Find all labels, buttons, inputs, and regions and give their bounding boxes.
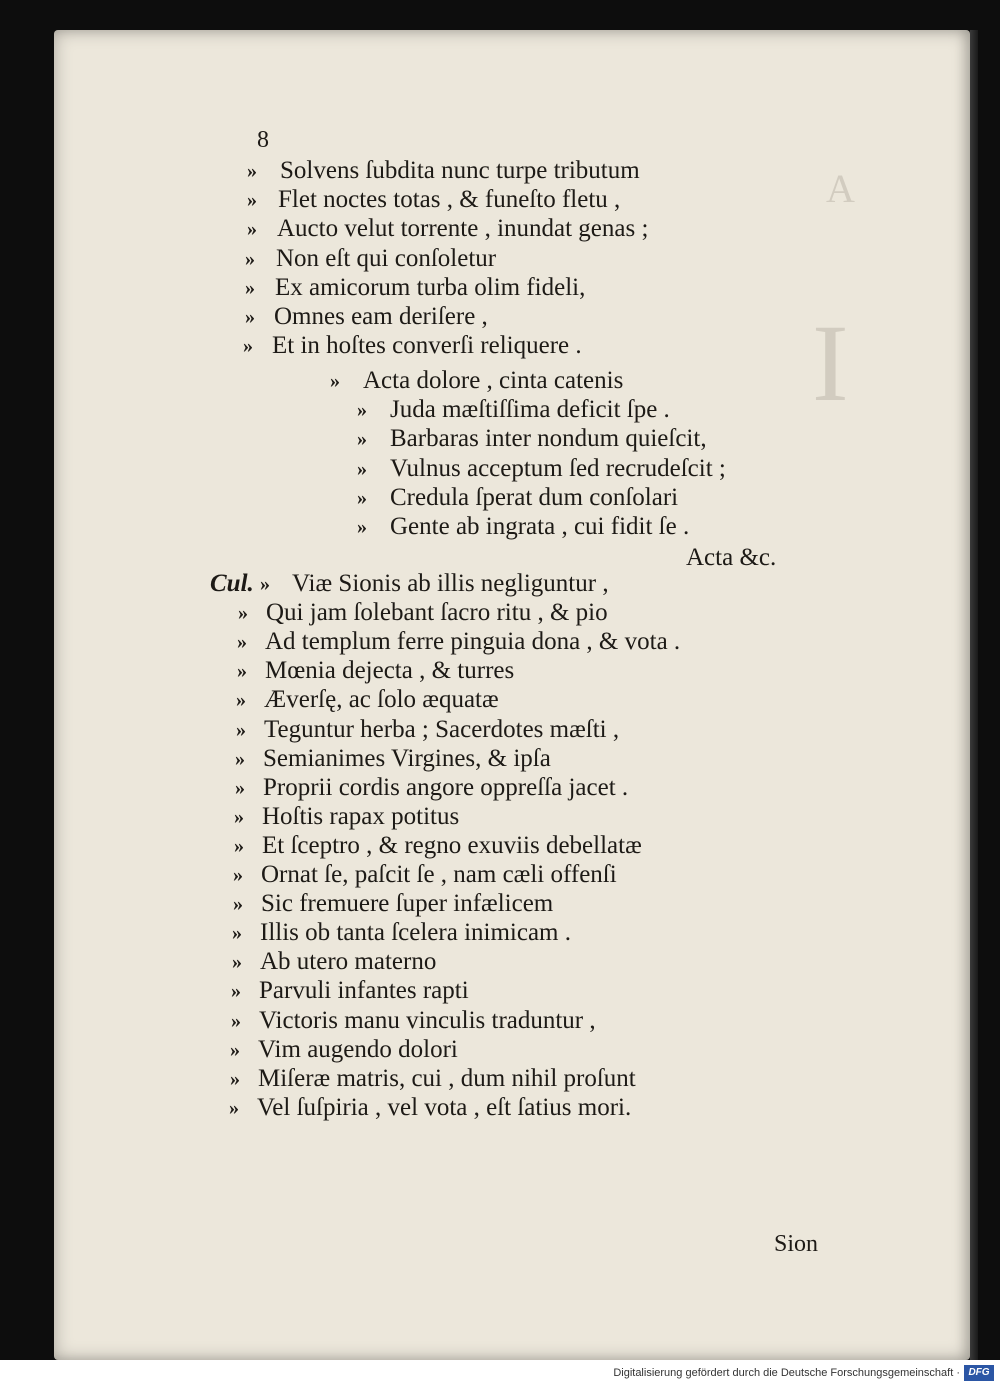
quote-mark: » — [243, 335, 253, 358]
refrain-line: Gente ab ingrata , cui fidit ſe . — [390, 513, 690, 540]
stanza2-line: Miſeræ matris, cui , dum nihil proſunt — [258, 1064, 636, 1092]
quote-mark: » — [260, 573, 270, 595]
quote-mark: » — [357, 399, 367, 422]
stanza1-line: Aucto velut torrente , inundat genas ; — [277, 215, 649, 243]
quote-mark: » — [232, 951, 242, 974]
catchword: Sion — [774, 1231, 819, 1257]
quote-mark: » — [247, 189, 257, 212]
quote-mark: » — [234, 805, 244, 828]
quote-mark: » — [357, 428, 367, 451]
quote-mark: » — [234, 834, 244, 857]
quote-mark: » — [357, 457, 367, 480]
stanza2-line: Hoſtis rapax potitus — [262, 802, 460, 830]
stanza1-line: Omnes eam deriſere , — [274, 303, 488, 330]
stanza1-line: Et in hoſtes converſi reliquere . — [272, 332, 582, 360]
refrain-line: Barbaras inter nondum quieſcit, — [390, 425, 707, 453]
page-edge — [970, 30, 978, 1360]
stanza2-line: Ornat ſe, paſcit ſe , nam cæli offenſi — [261, 861, 617, 888]
quote-mark: » — [232, 922, 242, 945]
quote-mark: » — [237, 631, 247, 654]
stanza2-line: Proprii cordis angore oppreſſa jacet . — [263, 773, 629, 801]
quote-mark: » — [235, 776, 245, 799]
stanza2-line: Vel ſuſpiria , vel vota , eſt ſatius mori. — [257, 1093, 632, 1121]
bleed-through-mark: I — [812, 302, 849, 424]
stanza1-line: Solvens ſubdita nunc turpe tributum — [280, 157, 640, 184]
quote-mark: » — [330, 370, 340, 392]
quote-mark: » — [247, 218, 257, 241]
stanza2-line: Illis ob tanta ſcelera inimicam . — [260, 919, 571, 947]
refrain-line: Juda mæſtiſſima deficit ſpe . — [390, 396, 670, 424]
refrain-line: Vulnus acceptum ſed recrudeſcit ; — [390, 454, 726, 482]
digitization-footer — [0, 1360, 1000, 1388]
quote-mark: » — [233, 864, 243, 886]
quote-mark: » — [245, 276, 255, 299]
stanza2-line: Ad templum ferre pinguia dona , & vota . — [265, 628, 681, 656]
refrain-cue: Acta &c. — [686, 544, 777, 571]
quote-mark: » — [247, 160, 257, 182]
quote-mark: » — [236, 689, 246, 712]
stanza2-line: Semianimes Virgines, & ipſa — [263, 744, 551, 772]
speaker-label: Cul. — [210, 570, 254, 597]
quote-mark: » — [237, 660, 247, 683]
quote-mark: » — [245, 247, 255, 270]
stanza2-line: Ab utero materno — [260, 948, 437, 976]
stanza1-line: Flet noctes totas , & funeſto fletu , — [278, 186, 621, 214]
stanza2-line: Teguntur herba ; Sacerdotes mæſti , — [264, 715, 620, 743]
stanza2-line: Viæ Sionis ab illis negliguntur , — [292, 570, 609, 597]
quote-mark: » — [235, 747, 245, 770]
quote-mark: » — [231, 1009, 241, 1032]
stanza2-line: Sic fremuere ſuper infælicem — [261, 890, 554, 918]
quote-mark: » — [236, 718, 246, 741]
page-number: 8 — [257, 127, 269, 153]
quote-mark: » — [245, 306, 255, 328]
quote-mark: » — [229, 1096, 239, 1119]
quote-mark: » — [357, 486, 367, 509]
stanza1-line: Non eſt qui conſoletur — [276, 244, 497, 272]
quote-mark: » — [231, 980, 241, 1003]
quote-mark: » — [233, 893, 243, 916]
quote-mark: » — [230, 1067, 240, 1090]
stanza2-line: Vim augendo dolori — [258, 1035, 458, 1063]
stanza2-line: Mœnia dejecta , & turres — [265, 657, 515, 685]
stanza2-line: Victoris manu vinculis traduntur , — [259, 1006, 596, 1034]
refrain-line: Acta dolore , cinta catenis — [363, 367, 624, 394]
quote-mark: » — [357, 516, 367, 538]
footer-credit: Digitalisierung gefördert durch die Deutsche Forschungsgemeinschaft · — [613, 1367, 960, 1379]
refrain-line: Credula ſperat dum conſolari — [390, 483, 679, 511]
bleed-through-mark: A — [826, 166, 855, 211]
stanza1-line: Ex amicorum turba olim fideli, — [275, 273, 586, 301]
stanza2-line: Et ſceptro , & regno exuviis debellatæ — [262, 831, 642, 859]
quote-mark: » — [230, 1038, 240, 1061]
stanza2-line: Qui jam ſolebant ſacro ritu , & pio — [266, 599, 608, 627]
stanza2-line: Parvuli infantes rapti — [259, 977, 469, 1005]
stanza2-line: Æverſę, ac ſolo æquatæ — [264, 686, 499, 714]
quote-mark: » — [238, 602, 248, 625]
dfg-logo: DFG — [964, 1365, 994, 1381]
